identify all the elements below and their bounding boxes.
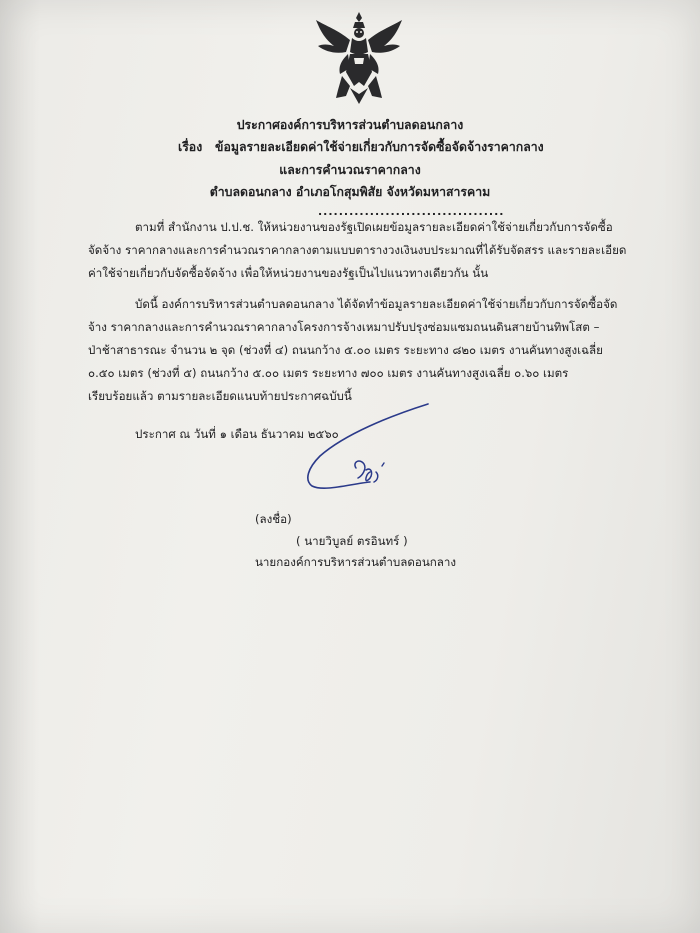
handwritten-signature: [290, 398, 440, 513]
garuda-emblem-icon: [312, 8, 406, 108]
subject-label: เรื่อง: [178, 140, 203, 154]
subject-continuation: และการคำนวณราคากลาง: [279, 163, 421, 177]
announcement-title: ประกาศองค์การบริหารส่วนตำบลดอนกลาง: [236, 118, 464, 132]
para1-line: ค่าใช้จ่ายเกี่ยวกับจัดซื้อจัดจ้าง เพื่อให้หน่วยงานของรัฐเป็นไปแนวทางเดียวกัน นั้น: [88, 266, 489, 280]
paper-shadow: [0, 0, 40, 933]
para2-line: จ้าง ราคากลางและการคำนวณราคากลางโครงการจ้างเหมาปรับปรุงซ่อมแซมถนนดินสายบ้านทิพโสต –: [88, 320, 600, 334]
signer-name: ( นายวิบูลย์ ตรอินทร์ ): [296, 534, 408, 548]
location-line: ตำบลดอนกลาง อำเภอโกสุมพิสัย จังหวัดมหาสารคาม: [209, 185, 491, 199]
para2-line: เรียบร้อยแล้ว ตามรายละเอียดแนบท้ายประกาศฉบับนี้: [88, 389, 352, 403]
subject-text: ข้อมูลรายละเอียดค่าใช้จ่ายเกี่ยวกับการจัดซื้อจัดจ้างราคากลาง: [215, 140, 544, 154]
sign-label: (ลงชื่อ): [255, 512, 292, 526]
para2-line: ๐.๕๐ เมตร (ช่วงที่ ๕) ถนนกว้าง ๕.๐๐ เมตร ระยะทาง ๗๐๐ เมตร งานคันทางสูงเฉลี่ย ๐.๖๐ เมตร: [88, 366, 569, 380]
para2-line: ป่าช้าสาธารณะ จำนวน ๒ จุด (ช่วงที่ ๔) ถนนกว้าง ๕.๐๐ เมตร ระยะทาง ๘๒๐ เมตร งานคันทางสูงเฉลี่ย: [88, 343, 603, 357]
signer-position: นายกองค์การบริหารส่วนตำบลดอนกลาง: [255, 555, 457, 569]
para1-line: จัดจ้าง ราคากลางและการคำนวณราคากลางตามแบบตารางวงเงินงบประมาณที่ได้รับจัดสรร และรายละเอียด: [88, 243, 627, 257]
para2-line: บัดนี้ องค์การบริหารส่วนตำบลดอนกลาง ได้จัดทำข้อมูลรายละเอียดค่าใช้จ่ายเกี่ยวกับการจัดซื้อจัด: [135, 297, 618, 311]
announce-date: ประกาศ ณ วันที่ ๑ เดือน ธันวาคม ๒๕๖๐: [135, 427, 339, 441]
subject-line: [178, 138, 544, 157]
para1-line: ตามที่ สำนักงาน ป.ป.ช. ให้หน่วยงานของรัฐเปิดเผยข้อมูลรายละเอียดค่าใช้จ่ายเกี่ยวกับการจัดซื้อ: [135, 220, 613, 234]
header-divider: ....................................: [318, 205, 505, 218]
